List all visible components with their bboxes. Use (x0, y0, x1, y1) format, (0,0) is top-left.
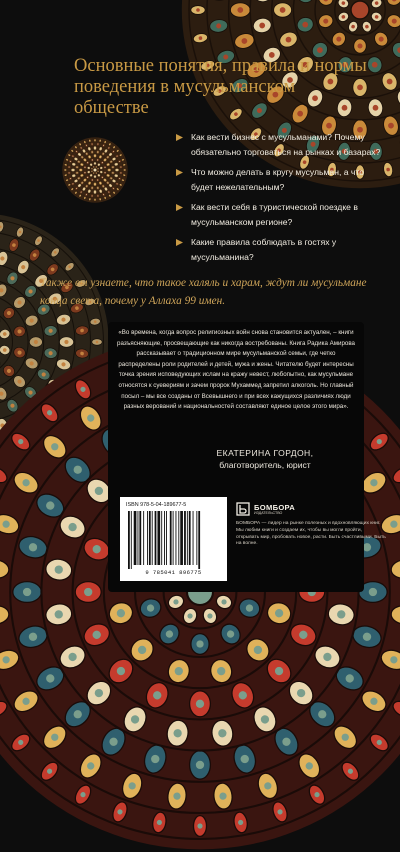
also-learn-text: Также вы узнаете, что такое халяль и харам, ждут ли мусульмане конца света, почему у Аллаха 99 имен. (40, 274, 380, 310)
question-item: Какие правила соблюдать в гостях у мусульманина? (174, 235, 384, 265)
publisher-subtitle: ИЗДАТЕЛЬСТВО (254, 511, 295, 515)
publisher-description: БОМБОРА — лидер на рынке полезных и вдохновляющих книг. Мы любим книги и создаем их, чтобы вы могли пройти, открывать мир, пробовать новое, расти. Быть счастливыми. Быть на волне. (236, 521, 386, 548)
triangle-bullet-icon (176, 169, 183, 176)
barcode-panel (120, 497, 227, 581)
bombora-logo-icon (236, 502, 250, 516)
question-item: Как вести себя в туристической поездке в мусульманском регионе? (174, 200, 384, 230)
mandala-ornament-small (62, 137, 128, 203)
quote-author (150, 448, 380, 470)
book-subtitle: Основные понятия, правила и нормы поведения в мусульманском обществе (74, 56, 374, 119)
question-item: Как вести бизнес с мусульманами? Почему обязательно торговаться на рынках и базарах? (174, 130, 384, 160)
isbn-text: ISBN 978-5-04-189677-5 (126, 502, 186, 508)
publisher-name: БОМБОРА (254, 503, 295, 512)
author-role: благотворитель, юрист (150, 460, 380, 470)
barcode-icon (128, 511, 219, 569)
publisher-block (236, 502, 386, 548)
barcode-number: 9 785041 896775 (124, 569, 223, 576)
endorsement-quote: «Во времена, когда вопрос религиозных войн снова становится актуален, – книги разъясняющие, просвещающие как никогда востребованы. Книга Радика Амирова рассказывает о традиционном мире мусульманской семьи, где четко распределены роли родителей и детей, мужа и жены. Читателю будет интересны точка зрения исповедующих ислам на кражу невест, любопытно, как мусульмане относятся к суевериям и зачем пророк Мухаммед запретил алкоголь. Но главный посыл – мы все созданы от Всевышнего и при всех кажущихся различиях люди разных верований и национальностей составляют единое целое этого мира». (116, 328, 356, 413)
triangle-bullet-icon (176, 204, 183, 211)
publisher-logo (236, 502, 386, 516)
triangle-bullet-icon (176, 134, 183, 141)
author-name: ЕКАТЕРИНА ГОРДОН, (150, 448, 380, 458)
triangle-bullet-icon (176, 239, 183, 246)
question-item: Что можно делать в кругу мусульман, а что будет нежелательным? (174, 165, 384, 195)
questions-list (174, 130, 384, 270)
